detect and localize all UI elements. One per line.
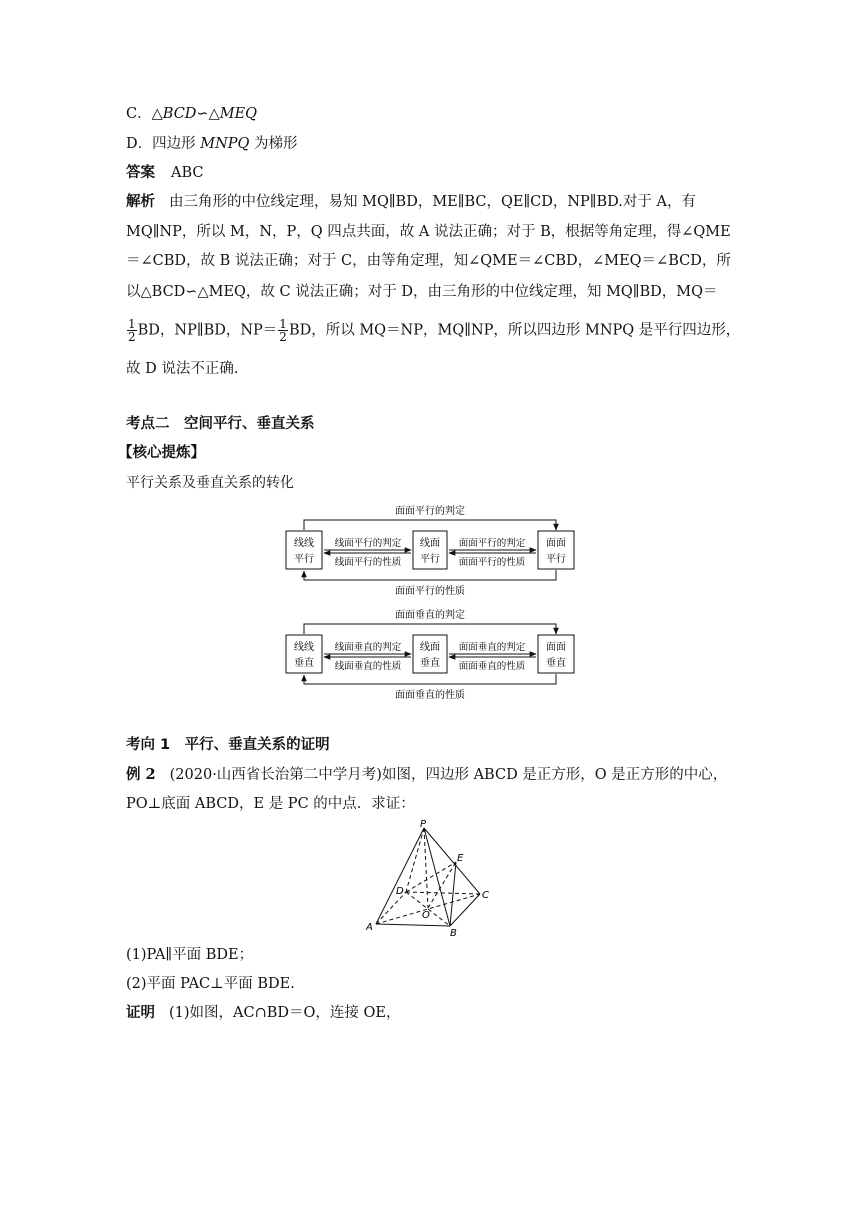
bottom-label: 面面垂直的性质	[395, 690, 465, 701]
analysis-line-4: 以△BCD∽△MEQ，故 C 说法正确；对于 D，由三角形的中位线定理，知 MQ∥BD，MQ＝	[126, 284, 718, 300]
arrow-left-top-label: 线面平行的判定	[334, 538, 402, 549]
analysis-text: 由三角形的中位线定理，易知 MQ∥BD，ME∥BC，QE∥CD，NP∥BD.对于 A，有	[169, 194, 696, 210]
analysis-text: BD，NP∥BD，NP＝	[137, 322, 278, 339]
edge-pd	[406, 828, 424, 892]
box-right-line1: 面面	[546, 642, 566, 653]
fraction-denominator: 2	[279, 330, 287, 344]
proof-label: 证明	[126, 1004, 155, 1021]
similar-symbol: ∽△	[196, 106, 220, 122]
bottom-connector-arrow	[304, 674, 556, 684]
analysis-line-2: MQ∥NP，所以 M，N，P，Q 四点共面，故 A 说法正确；对于 B，根据等角定理，得∠QME	[126, 224, 731, 240]
analysis-line-1	[126, 192, 730, 212]
core-label: 【核心提炼】	[118, 445, 205, 461]
box-left-line2: 平行	[294, 554, 314, 565]
option-letter: C．	[126, 106, 152, 122]
label-b: B	[450, 928, 457, 938]
edge-ab	[376, 924, 450, 926]
section-intro: 平行关系及垂直关系的转化	[126, 475, 294, 491]
box-mid-line2: 平行	[420, 554, 440, 565]
direction-title: 考向 1 平行、垂直关系的证明	[126, 737, 330, 753]
math-meq: MEQ	[219, 106, 258, 122]
example-line-2: PO⊥底面 ABCD，E 是 PC 的中点．求证：	[126, 796, 415, 812]
box-right-line1: 面面	[546, 538, 566, 549]
segment-be	[450, 862, 456, 926]
arrow-left-bottom-label: 线面平行的性质	[334, 557, 402, 568]
section-title: 考点二 空间平行、垂直关系	[126, 416, 315, 432]
option-c	[126, 104, 730, 124]
option-d	[126, 134, 730, 154]
fraction-numerator: 1	[128, 317, 136, 331]
question-2: (2)平面 PAC⊥平面 BDE.	[126, 976, 295, 992]
parallel-relation-diagram	[280, 500, 580, 600]
answer-line	[126, 163, 730, 183]
perpendicular-relation-diagram	[280, 604, 580, 704]
arrow-right-bottom-label: 面面垂直的性质	[458, 661, 526, 672]
label-a: A	[366, 922, 373, 933]
analysis-line-5	[126, 317, 741, 344]
arrow-right-top-label: 面面垂直的判定	[458, 642, 526, 653]
arrow-left-top-label: 线面垂直的判定	[334, 642, 402, 653]
box-left-line2: 垂直	[294, 658, 314, 669]
top-label: 面面垂直的判定	[395, 610, 465, 621]
edge-pa	[376, 828, 424, 924]
option-text: 为梯形	[249, 136, 298, 152]
analysis-line-6: 故 D 说法不正确.	[126, 361, 239, 377]
fraction-half	[278, 318, 288, 343]
box-left-line1: 线线	[294, 538, 314, 549]
example-text: (2020·山西省长治第二中学月考)如图，四边形 ABCD 是正方形，O 是正方形的中心，	[169, 767, 728, 783]
analysis-label: 解析	[126, 193, 155, 210]
fraction-numerator: 1	[279, 317, 287, 331]
pyramid-figure	[362, 818, 498, 938]
bottom-label: 面面平行的性质	[395, 586, 465, 597]
arrow-right-bottom-label: 面面平行的性质	[458, 557, 526, 568]
proof-text: (1)如图，AC∩BD＝O，连接 OE，	[169, 1005, 401, 1021]
label-e: E	[457, 853, 464, 864]
arrow-left-bottom-label: 线面垂直的性质	[334, 661, 402, 672]
label-c: C	[482, 890, 489, 901]
segment-de	[406, 862, 456, 892]
label-o: O	[422, 910, 430, 921]
label-d: D	[396, 886, 404, 897]
fraction-denominator: 2	[128, 330, 136, 344]
fraction-half	[127, 318, 137, 343]
math-bcd: BCD	[162, 106, 197, 122]
box-right-line2: 垂直	[546, 658, 566, 669]
top-connector-arrow	[304, 520, 556, 530]
option-letter: D．	[126, 136, 153, 152]
top-connector-arrow	[304, 624, 556, 634]
box-mid-line1: 线面	[420, 642, 440, 653]
box-mid-line1: 线面	[420, 538, 440, 549]
bottom-connector-arrow	[304, 570, 556, 580]
analysis-line-3: ＝∠CBD，故 B 说法正确；对于 C，由等角定理，知∠QME＝∠CBD，∠MEQ＝∠BCD，所	[126, 253, 731, 269]
example-line-1	[126, 765, 730, 785]
box-mid-line2: 垂直	[420, 658, 440, 669]
segment-oe	[428, 862, 456, 908]
label-p: P	[420, 819, 427, 830]
question-1: (1)PA∥平面 BDE；	[126, 947, 254, 963]
box-right-line2: 平行	[546, 554, 566, 565]
proof-line	[126, 1003, 730, 1023]
answer-value: ABC	[171, 165, 204, 181]
analysis-text: BD，所以 MQ＝NP，MQ∥NP，所以四边形 MNPQ 是平行四边形，	[288, 322, 741, 339]
arrow-right-top-label: 面面平行的判定	[458, 538, 526, 549]
top-label: 面面平行的判定	[395, 506, 465, 517]
example-label: 例 2	[126, 766, 156, 783]
box-left-line1: 线线	[294, 642, 314, 653]
edge-dc	[406, 892, 480, 894]
math-mnpq: MNPQ	[200, 136, 250, 152]
triangle-symbol: △	[151, 106, 163, 122]
answer-label: 答案	[126, 164, 155, 181]
option-text: 四边形	[152, 136, 201, 152]
